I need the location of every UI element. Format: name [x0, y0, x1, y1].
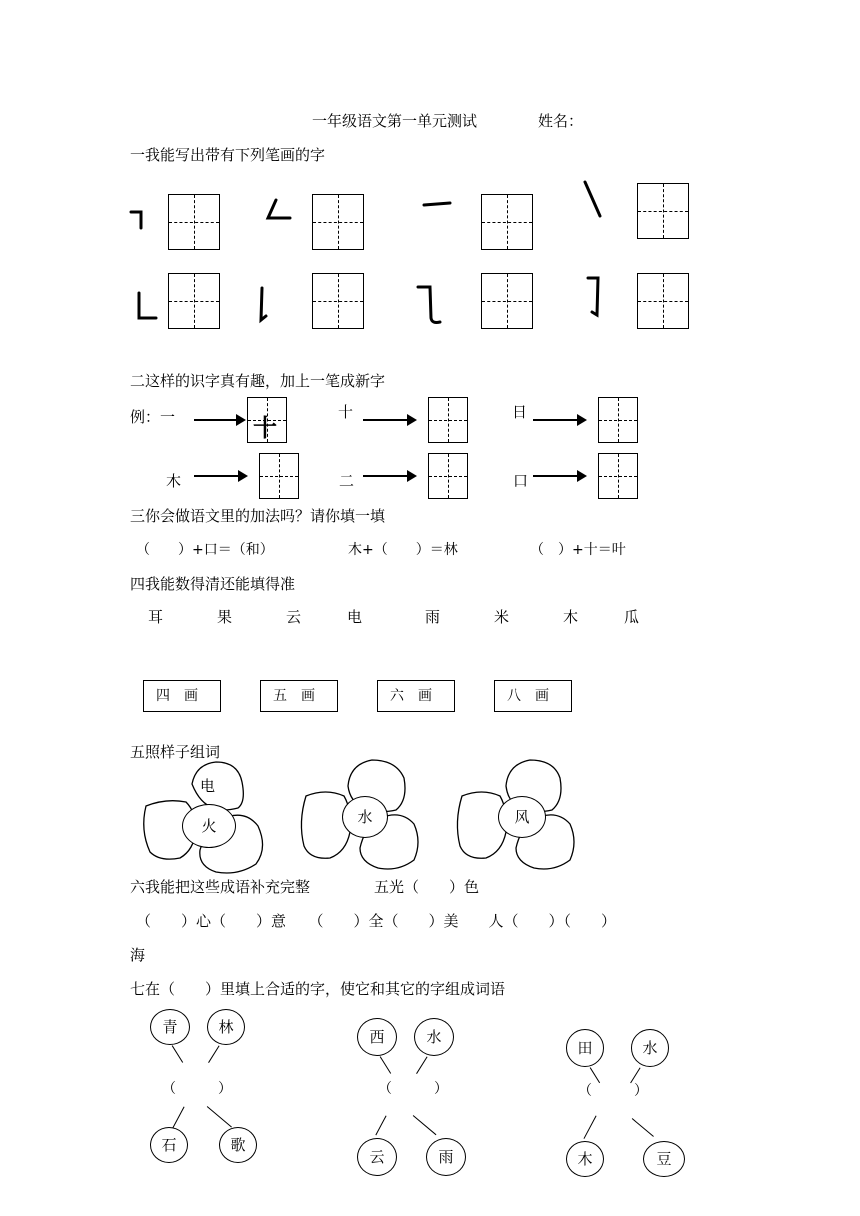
word-circle	[357, 1138, 397, 1176]
stroke-count-box[interactable]: 六 画	[377, 680, 455, 712]
addition-question[interactable]: 木+（ ）＝林	[348, 542, 458, 558]
connector-line	[589, 1067, 600, 1083]
arrow-icon	[533, 419, 585, 421]
word-circle	[631, 1029, 669, 1067]
writing-grid[interactable]	[312, 194, 364, 250]
writing-grid[interactable]	[481, 194, 533, 250]
stroke-hengzhe	[131, 212, 141, 228]
arrow-icon	[363, 419, 415, 421]
example-label: 例：一	[130, 408, 176, 426]
idiom-line[interactable]: （ ）心（ ）意 （ ）全（ ）美 人（ ）（ ）	[136, 912, 617, 930]
add-stroke-char: 口	[513, 472, 529, 490]
word-char: 水	[642, 1039, 658, 1057]
answer-paren[interactable]: （ ）	[378, 1081, 448, 1097]
answer-paren[interactable]: （ ）	[162, 1081, 232, 1097]
count-char[interactable]: 瓜	[624, 608, 640, 626]
word-char: 田	[577, 1039, 593, 1057]
word-char: 歌	[230, 1136, 246, 1154]
connector-line	[583, 1115, 596, 1139]
flower-center	[342, 796, 388, 838]
count-char[interactable]: 果	[217, 608, 233, 626]
connector-line	[375, 1115, 386, 1135]
arrow-icon	[194, 419, 244, 421]
connector-line	[379, 1056, 391, 1074]
idiom-line-end: 海	[130, 946, 146, 964]
stroke-shuzhe	[139, 293, 156, 318]
answer-paren[interactable]: （ ）	[578, 1083, 648, 1099]
stroke-hengzhegou	[588, 278, 598, 315]
answer-grid[interactable]	[598, 397, 638, 443]
count-char[interactable]: 米	[494, 608, 510, 626]
connector-line	[172, 1106, 184, 1128]
stroke-count-box[interactable]: 八 画	[494, 680, 572, 712]
stroke-heng	[424, 203, 450, 205]
word-circle	[566, 1141, 604, 1177]
writing-grid[interactable]	[481, 273, 533, 329]
flower-center	[182, 804, 236, 848]
writing-grid[interactable]	[637, 183, 689, 239]
section-4-heading: 四我能数得清还能填得准	[130, 575, 296, 593]
answer-grid[interactable]	[259, 453, 299, 499]
word-circle	[207, 1009, 245, 1045]
stroke-count-box[interactable]: 四 画	[143, 680, 221, 712]
example-answer: 十	[253, 414, 277, 442]
arrow-icon	[194, 475, 246, 477]
word-char: 云	[369, 1148, 385, 1166]
addition-question[interactable]: （ ）+十＝叶	[530, 542, 626, 558]
answer-grid[interactable]	[428, 453, 468, 499]
writing-grid[interactable]	[312, 273, 364, 329]
count-char[interactable]: 电	[347, 608, 363, 626]
page-title: 一年级语文第一单元测试	[312, 112, 478, 130]
word-char: 水	[426, 1028, 442, 1046]
word-circle	[150, 1009, 190, 1045]
word-circle	[643, 1141, 685, 1177]
stroke-count-box[interactable]: 五 画	[260, 680, 338, 712]
connector-line	[208, 1045, 220, 1063]
writing-grid[interactable]	[168, 273, 220, 329]
stroke-hengzhewangou	[418, 287, 440, 323]
word-char: 青	[162, 1018, 178, 1036]
example-grid	[247, 397, 287, 443]
flower-center-char: 火	[201, 817, 217, 835]
add-stroke-char: 十	[338, 403, 354, 421]
count-char[interactable]: 木	[563, 608, 579, 626]
answer-grid[interactable]	[598, 453, 638, 499]
section-1-heading: 一我能写出带有下列笔画的字	[130, 146, 326, 164]
add-stroke-char: 日	[512, 403, 528, 421]
section-7-heading: 七在（ ）里填上合适的字，使它和其它的字组成词语	[130, 980, 506, 998]
connector-line	[413, 1115, 437, 1135]
addition-question[interactable]: （ ）+口＝（和）	[136, 542, 274, 558]
name-label: 姓名：	[538, 112, 584, 130]
connector-line	[632, 1118, 654, 1137]
flower-center	[498, 796, 546, 838]
arrow-icon	[363, 475, 415, 477]
section-3-heading: 三你会做语文里的加法吗？请你填一填	[130, 507, 386, 525]
word-circle	[357, 1018, 397, 1056]
count-char[interactable]: 雨	[425, 608, 441, 626]
stroke-piezhe	[268, 200, 290, 218]
word-char: 木	[577, 1150, 593, 1168]
word-char: 石	[161, 1136, 177, 1154]
flower-center-char: 水	[357, 808, 373, 826]
section-6-heading: 六我能把这些成语补充完整	[130, 878, 311, 896]
word-char: 雨	[438, 1148, 454, 1166]
writing-grid[interactable]	[637, 273, 689, 329]
word-circle	[414, 1018, 454, 1056]
word-circle	[426, 1138, 466, 1176]
stroke-shuti	[261, 288, 266, 320]
petal-char: 电	[200, 777, 216, 795]
word-circle	[150, 1127, 188, 1163]
section-2-heading: 二这样的识字真有趣，加上一笔成新字	[130, 372, 386, 390]
arrow-icon	[533, 475, 585, 477]
connector-line	[416, 1056, 428, 1074]
connector-line	[171, 1045, 183, 1063]
idiom-blank[interactable]: 五光（ ）色	[374, 878, 480, 896]
writing-grid[interactable]	[168, 194, 220, 250]
flower-center-char: 风	[514, 808, 530, 826]
add-stroke-char: 二	[339, 472, 355, 490]
count-char[interactable]: 云	[286, 608, 302, 626]
connector-line	[207, 1106, 232, 1128]
word-char: 豆	[656, 1150, 672, 1168]
section-5-heading: 五照样子组词	[130, 743, 221, 761]
word-char: 西	[369, 1028, 385, 1046]
add-stroke-char: 木	[166, 472, 182, 490]
word-char: 林	[218, 1018, 234, 1036]
stroke-wangou	[585, 182, 600, 216]
count-char[interactable]: 耳	[148, 608, 164, 626]
word-circle	[566, 1029, 604, 1067]
word-circle	[219, 1127, 257, 1163]
connector-line	[630, 1067, 641, 1083]
answer-grid[interactable]	[428, 397, 468, 443]
